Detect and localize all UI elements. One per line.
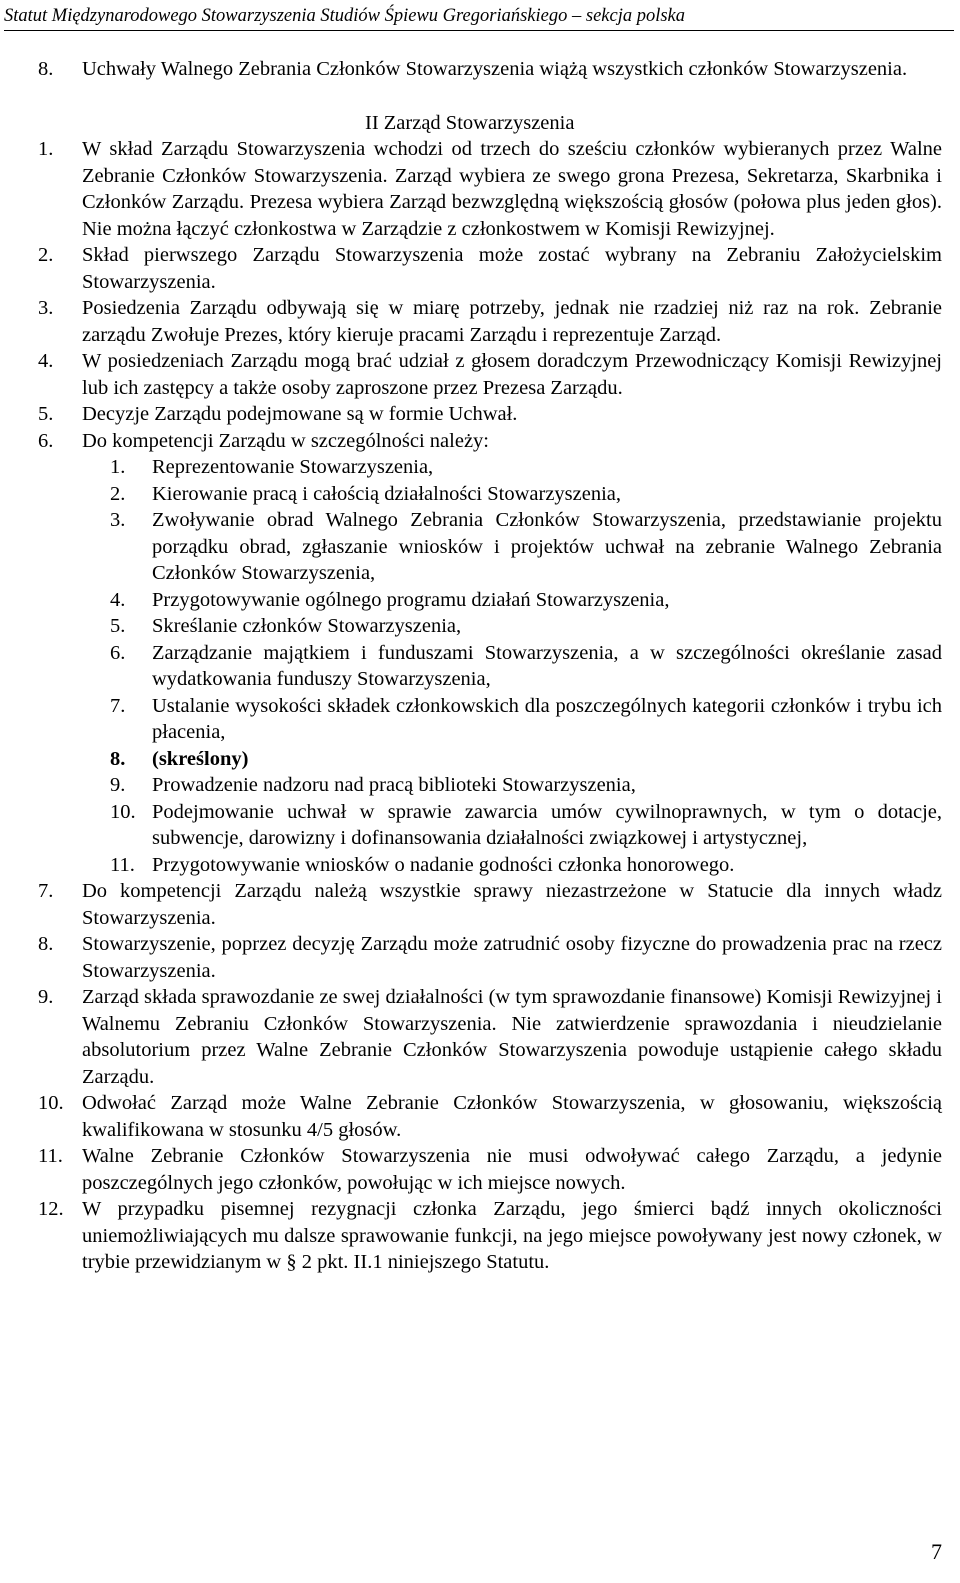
item-text: (skreślony)	[152, 747, 249, 770]
item-number: 7.	[38, 880, 54, 902]
page-header: Statut Międzynarodowego Stowarzyszenia Studiów Śpiewu Gregoriańskiego – sekcja polska	[4, 2, 954, 31]
item-number: 4.	[110, 588, 126, 611]
item-text: Zarząd składa sprawozdanie ze swej działalności (w tym sprawozdanie finansowe) Komisji Rewizyjnej i Walnemu Zebraniu Członków Stowarzyszenia. Nie zatwierdzenie sprawozdania i nieudzielanie absolutorium przez Walne Zebranie Członków Stowarzyszenia powoduje ustąpienie całego składu Zarządu.	[82, 986, 942, 1088]
list-item	[0, 640, 960, 693]
list-item	[0, 984, 960, 1090]
item-text: Zwoływanie obrad Walnego Zebrania Członków Stowarzyszenia, przedstawianie projektu porządku obrad, zgłaszanie wniosków i projektów uchwał na zebranie Walnego Zebrania Członków Stowarzyszenia,	[152, 509, 942, 584]
item-number: 4.	[38, 350, 54, 372]
item-number: 8.	[38, 933, 54, 955]
item-number: 5.	[38, 403, 54, 425]
item-text: Uchwały Walnego Zebrania Członków Stowarzyszenia wiążą wszystkich członków Stowarzyszenia.	[82, 58, 908, 80]
item-text: Zarządzanie majątkiem i funduszami Stowarzyszenia, a w szczególności określanie zasad wydatkowania funduszy Stowarzyszenia,	[152, 641, 942, 690]
list-item	[0, 799, 960, 852]
list-item	[0, 746, 960, 773]
item-number: 8.	[38, 58, 54, 80]
list-item	[0, 428, 960, 455]
item-text: Podejmowanie uchwał w sprawie zawarcia umów cywilnoprawnych, w tym o dotacje, subwencje, darowizny i dofinansowania działalności związkowej i artystycznej,	[152, 800, 942, 849]
page-number: 7	[931, 1539, 942, 1564]
item-text: Skreślanie członków Stowarzyszenia,	[152, 615, 462, 637]
item-number: 1.	[38, 138, 54, 160]
list-item	[0, 852, 960, 879]
item-text: Przygotowywanie ogólnego programu działań Stowarzyszenia,	[152, 588, 670, 611]
list-item	[0, 348, 960, 401]
item-number: 6.	[38, 429, 54, 452]
list-item	[0, 454, 960, 481]
section-title: II Zarząd Stowarzyszenia	[365, 111, 575, 134]
competences-list	[0, 454, 960, 878]
list-item	[0, 878, 960, 931]
item-text: Kierowanie pracą i całością działalności Stowarzyszenia,	[152, 482, 622, 505]
list-item	[0, 56, 960, 83]
item-number: 12.	[38, 1198, 64, 1220]
item-number: 9.	[110, 774, 126, 796]
item-text: Odwołać Zarząd może Walne Zebranie Członków Stowarzyszenia, w głosowaniu, większością kwalifikowana w stosunku 4/5 głosów.	[82, 1092, 942, 1141]
list-item	[0, 295, 960, 348]
list-item	[0, 136, 960, 242]
item-number: 2.	[110, 482, 126, 505]
item-text: W posiedzeniach Zarządu mogą brać udział z głosem doradczym Przewodniczący Komisji Rewizyjnej lub ich zastępcy a także osoby zaproszone przez Prezesa Zarządu.	[82, 350, 942, 399]
item-number: 9.	[38, 986, 54, 1008]
document-body	[0, 56, 960, 1276]
list-item	[0, 1090, 960, 1143]
item-number: 1.	[110, 456, 126, 478]
list-item	[0, 401, 960, 428]
item-text: Stowarzyszenie, poprzez decyzję Zarządu może zatrudnić osoby fizyczne do prowadzenia prac na rzecz Stowarzyszenia.	[82, 933, 942, 982]
board-items-list	[0, 136, 960, 454]
item-text: Skład pierwszego Zarządu Stowarzyszenia może zostać wybrany na Zebraniu Założycielskim Stowarzyszenia.	[82, 244, 942, 293]
list-item	[0, 242, 960, 295]
board-items-list-continued	[0, 878, 960, 1276]
item-text: W przypadku pisemnej rezygnacji członka Zarządu, jego śmierci bądź innych okoliczności uniemożliwiających mu dalsze sprawowanie funkcji, na jego miejsce powoływany jest nowy członek, w trybie przewidzianym w § 2 pkt. II.1 niniejszego Statutu.	[82, 1198, 942, 1273]
item-text: Walne Zebranie Członków Stowarzyszenia nie musi odwoływać całego Zarządu, a jedynie poszczególnych jego członków, powołując w ich miejsce nowych.	[82, 1145, 942, 1194]
list-item	[0, 507, 960, 587]
list-item	[0, 481, 960, 508]
list-item	[0, 613, 960, 640]
item-number: 3.	[110, 509, 126, 531]
item-text: Prowadzenie nadzoru nad pracą biblioteki Stowarzyszenia,	[152, 774, 636, 796]
item-text: Decyzje Zarządu podejmowane są w formie Uchwał.	[82, 403, 518, 425]
item-text: W skład Zarządu Stowarzyszenia wchodzi od trzech do sześciu członków wybieranych przez Walne Zebranie Członków Stowarzyszenia. Zarząd wybiera ze swego grona Prezesa, Sekretarza, Skarbnika i Członków Zarządu. Prezesa wybiera Zarząd bezwzględną większością głosów (połowa plus jeden głos). Nie można łączyć członkostwa w Zarządzie z członkostwem w Komisji Rewizyjnej.	[82, 138, 942, 240]
item-text: Posiedzenia Zarządu odbywają się w miarę potrzeby, jednak nie rzadziej niż raz na rok. Zebranie zarządu Zwołuje Prezes, który kieruje pracami Zarządu i reprezentuje Zarząd.	[82, 297, 942, 346]
item-number: 6.	[110, 641, 126, 664]
item-number: 8.	[110, 747, 126, 770]
list-item	[0, 931, 960, 984]
list-item	[0, 772, 960, 799]
item-text: Reprezentowanie Stowarzyszenia,	[152, 456, 434, 478]
list-item	[0, 587, 960, 614]
item-text: Przygotowywanie wniosków o nadanie godności członka honorowego.	[152, 853, 735, 876]
list-item	[0, 1196, 960, 1276]
list-item	[0, 693, 960, 746]
item-text: Do kompetencji Zarządu należą wszystkie sprawy niezastrzeżone w Statucie dla innych władz Stowarzyszenia.	[82, 880, 942, 929]
item-number: 11.	[110, 853, 135, 876]
item-number: 5.	[110, 615, 126, 637]
item-number: 10.	[38, 1092, 64, 1114]
list-item	[0, 1143, 960, 1196]
item-number: 3.	[38, 297, 54, 319]
item-number: 10.	[110, 800, 136, 823]
item-text: Do kompetencji Zarządu w szczególności należy:	[82, 429, 489, 452]
item-number: 11.	[38, 1145, 63, 1167]
item-number: 2.	[38, 244, 54, 266]
item-number: 7.	[110, 694, 126, 717]
item-text: Ustalanie wysokości składek członkowskich dla poszczególnych kategorii członków i trybu ich płacenia,	[152, 694, 942, 743]
